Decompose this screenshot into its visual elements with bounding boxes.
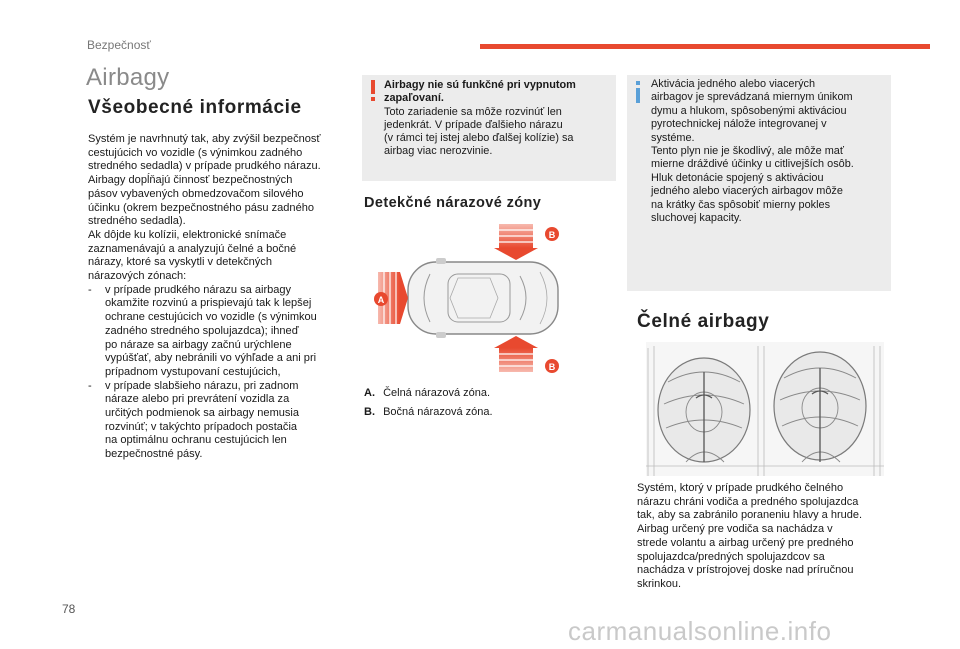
list-item bbox=[88, 284, 350, 380]
zones-legend bbox=[364, 384, 493, 421]
section-label: Bezpečnosť bbox=[87, 38, 151, 52]
legend-item bbox=[364, 384, 493, 403]
legend-item bbox=[364, 403, 493, 422]
impact-zones-diagram bbox=[370, 222, 565, 374]
page-number: 78 bbox=[62, 602, 76, 616]
info-icon bbox=[631, 80, 645, 104]
list-item-text: v prípade slabšieho nárazu, pri zadnom náraze alebo pri prevrátení vozidla za určitých podmienok sa airbagy nemusia rozvinúť; v takýchto prípadoch postačia na optimálnu ochranu cestujúcich len bezpečnostné pásy. bbox=[105, 379, 300, 461]
warning-exclamation-icon bbox=[368, 79, 378, 103]
warning-text: Toto zariadenie sa môže rozvinúť len jedenkrát. V prípade ďalšieho nárazu (v rámci tej istej alebo ďalšej kolízie) sa airbag viac nerozvinie. bbox=[384, 105, 574, 158]
general-info-heading: Všeobecné informácie bbox=[88, 97, 302, 118]
front-airbags-heading: Čelné airbagy bbox=[637, 311, 770, 332]
front-airbags-illustration bbox=[646, 342, 884, 476]
legend-text: Čelná nárazová zóna. bbox=[383, 387, 491, 399]
info-text: Aktivácia jedného alebo viacerých airbagov je sprevádzaná miernym únikom dymu a hlukom, spôsobenými aktiváciou pyrotechnickej nálože integrovanej v systéme. Tento plyn nie je škodlivý, ale môže mať mierne dráždivé účinky u citlivejších osôb. Hluk detonácie spojený s aktiváciou jedného alebo viacerých airbagov môže na krátky čas spôsobiť mierny pokles sluchovej kapacity. bbox=[651, 78, 854, 225]
legend-key: B. bbox=[364, 405, 375, 418]
impact-zones-heading: Detekčné nárazové zóny bbox=[364, 195, 542, 211]
side-zone-arrows-bottom bbox=[494, 336, 538, 372]
list-item bbox=[88, 380, 350, 462]
side-zone-arrows-top bbox=[494, 224, 538, 260]
legend-key: A. bbox=[364, 387, 375, 399]
general-info-body bbox=[88, 133, 350, 462]
list-dash: - bbox=[88, 283, 92, 296]
legend-text: Bočná nárazová zóna. bbox=[383, 405, 493, 418]
front-airbags-text: Systém, ktorý v prípade prudkého čelného nárazu chráni vodiča a predného spolujazdca tak, aby sa zabránilo poraneniu hlavy a hrude. Airbag určený pre vodiča sa nachádza v strede volantu a airbag určený pre predného spolujazdca/predných spolujazdcov sa nachádza v prístrojovej doske nad príručnou skrinkou. bbox=[637, 482, 863, 590]
zone-b-label-top: B bbox=[548, 230, 556, 240]
zone-a-label: A bbox=[377, 295, 385, 305]
warning-text-block bbox=[384, 79, 606, 159]
watermark: carmanualsonline.info bbox=[568, 616, 832, 646]
general-info-paragraph: Systém je navrhnutý tak, aby zvýšil bezpečnosť cestujúcich vo vozidle (s výnimkou zadného stredného sedadla) v prípade prudkého nárazu. Airbagy dopĺňajú činnosť bezpečnostných pásov vybavených obmedzovačom silového účinku (okrem bezpečnostného pásu zadného stredného sedadla). Ak dôjde ku kolízii, elektronické snímače zaznamenávajú a analyzujú čelné a bočné nárazy, ktoré sa vyskytli v detekčných nárazových zónach: bbox=[88, 133, 321, 283]
accent-bar bbox=[480, 44, 930, 49]
list-item-text: v prípade prudkého nárazu sa airbagy okamžite rozvinú a prispievajú tak k lepšej ochrane cestujúcich vo vozidle (s výnimkou zadného stredného spolujazdca); ihneď po náraze sa airbagy začnú urýchlene vypúšťať, aby nebránili vo výhľade a ani pri prípadnom vystupovaní cestujúcich, bbox=[105, 283, 317, 378]
list-dash: - bbox=[88, 379, 92, 392]
zone-b-label-bottom: B bbox=[548, 362, 556, 372]
car-top-view bbox=[370, 222, 565, 374]
page-title: Airbagy bbox=[86, 64, 170, 91]
warning-title: Airbagy nie sú funkčné pri vypnutom zapaľovaní. bbox=[384, 79, 576, 105]
